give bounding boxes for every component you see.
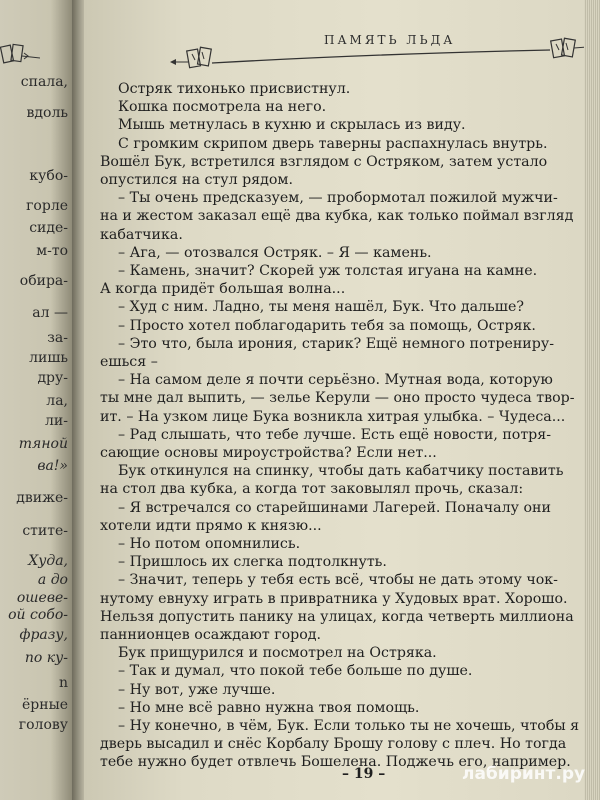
text-line: – Ну вот, уже лучше. xyxy=(118,681,276,698)
text-line: сающие основы мироустройства? Если нет... xyxy=(100,445,437,461)
page-edges xyxy=(584,0,600,800)
text-line: паннионцев осаждают город. xyxy=(100,627,322,643)
ornament-icon xyxy=(0,40,40,70)
page-number: – 19 – xyxy=(342,766,386,782)
left-page-fragment: тяной xyxy=(18,436,68,452)
left-page-fragment: а до xyxy=(37,572,68,588)
text-line: А когда придёт большая волна... xyxy=(100,281,346,298)
left-page-fragment: м-то xyxy=(36,243,68,259)
text-line: на и жестом заказал ещё два кубка, как только поймал взгляд xyxy=(100,208,574,225)
text-line: – Это что, была ирония, старик? Ещё немного потрениру- xyxy=(118,335,554,352)
text-line: – Худ с ним. Ладно, ты меня нашёл, Бук. Что дальше? xyxy=(118,299,524,316)
left-page-fragment: спала, xyxy=(20,74,68,90)
text-line: – Ага, — отозвался Остряк. – Я — камень. xyxy=(118,244,432,261)
text-line: нутому евнуху играть в привратника у Худовых врат. Хорошо. xyxy=(100,590,568,607)
watermark-logo: лабиринт.ру xyxy=(462,764,586,784)
text-line: Остряк тихонько присвистнул. xyxy=(118,81,351,97)
text-line: – Значит, теперь у тебя есть всё, чтобы не дать этому чок- xyxy=(118,572,558,589)
left-page-fragment: ал — xyxy=(32,305,68,321)
text-line: Бук откинулся на спинку, чтобы дать кабатчику поставить xyxy=(118,463,564,480)
book-gutter xyxy=(72,0,84,800)
left-page-fragment: n xyxy=(58,675,68,691)
header-ornament xyxy=(170,36,600,76)
text-line: ешься – xyxy=(100,354,158,370)
left-page-fragment: стите- xyxy=(22,523,68,539)
running-head: ПАМЯТЬ ЛЬДА xyxy=(324,33,456,47)
text-line: – Камень, значит? Скорей уж толстая игуана на камне. xyxy=(118,263,538,279)
text-line: дверь высадил и снёс Корбалу Брошу голову с плеч. Но тогда xyxy=(100,736,567,753)
left-page-fragment: за- xyxy=(47,330,68,346)
text-line: – Рад слышать, что тебе лучше. Есть ещё новости, потря- xyxy=(118,426,552,443)
text-line: кабатчика. xyxy=(100,226,183,243)
text-line: С громким скрипом дверь таверны распахнулась внутрь. xyxy=(118,135,548,152)
left-page-fragment: кубо- xyxy=(29,168,68,184)
left-page-fragment: дру- xyxy=(37,370,68,386)
text-line: – Просто хотел поблагодарить тебя за помощь, Остряк. xyxy=(118,317,536,334)
text-line: – Я встречался со старейшинами Лагерей. Поначалу они xyxy=(118,499,551,516)
left-page-fragment: обира- xyxy=(19,273,68,289)
card-ornament-right-icon xyxy=(551,38,576,57)
left-page-fragment: ва!» xyxy=(37,458,68,474)
text-line: – Но мне всё равно нужна твоя помощь. xyxy=(118,699,420,716)
text-line: Мышь метнулась в кухню и скрылась из виду. xyxy=(118,117,466,134)
text-line: опустился на стул рядом. xyxy=(100,172,293,188)
left-page-fragment: голову xyxy=(18,717,68,733)
text-line: – Ты очень предсказуем, — пробормотал пожилой мужчи- xyxy=(118,190,558,207)
left-page-fragment: ёрные xyxy=(21,697,68,713)
text-line: Вошёл Бук, встретился взглядом с Остряком, затем устало xyxy=(100,153,548,170)
text-line: – Ну конечно, в чём, Бук. Если только ты не хочешь, чтобы я xyxy=(118,718,580,734)
card-ornament-left-icon xyxy=(187,47,212,67)
right-page xyxy=(84,0,584,800)
left-page-fragment: Худа, xyxy=(28,553,68,569)
text-line: Нельзя допустить панику на улицах, когда четверть миллиона xyxy=(100,608,574,625)
left-page-fragment: ла, xyxy=(46,393,68,409)
text-line: Бук прищурился и посмотрел на Остряка. xyxy=(118,645,437,662)
text-line: ит. – На узком лице Бука возникла хитрая улыбка. – Чудеса... xyxy=(100,408,566,425)
text-line: – На самом деле я почти серьёзно. Мутная вода, которую xyxy=(118,372,553,389)
left-page xyxy=(0,0,72,800)
text-line: – Но потом опомнились. xyxy=(118,536,301,552)
left-page-fragment: вдоль xyxy=(26,105,68,121)
text-line: – Пришлось их слегка подтолкнуть. xyxy=(118,554,387,571)
left-page-fragment: ой собо- xyxy=(8,607,68,623)
text-line: тебе нужно будет отвлечь Бошелена. Поджечь его, например. xyxy=(100,754,571,771)
left-page-fragment: ли- xyxy=(45,413,68,429)
left-page-fragment: горле xyxy=(26,198,68,214)
text-line: ты мне дал выпить, — зелье Керули — оно просто чудеса твор- xyxy=(100,390,575,407)
text-line: – Так и думал, что покой тебе больше по душе. xyxy=(118,663,473,680)
left-page-fragment: движе- xyxy=(16,490,68,506)
left-page-fragment: лишь xyxy=(29,350,68,366)
text-line: Кошка посмотрела на него. xyxy=(118,99,327,116)
left-page-fragment: сиде- xyxy=(29,220,68,236)
left-page-fragment: фразу, xyxy=(19,627,68,643)
left-page-fragment: ошевe- xyxy=(16,590,68,606)
text-line: хотели идти прямо к князю... xyxy=(100,517,322,534)
text-line: на стол два кубка, а когда тот заковылял прочь, сказал: xyxy=(100,481,524,498)
left-page-fragment: по ку- xyxy=(24,650,68,666)
